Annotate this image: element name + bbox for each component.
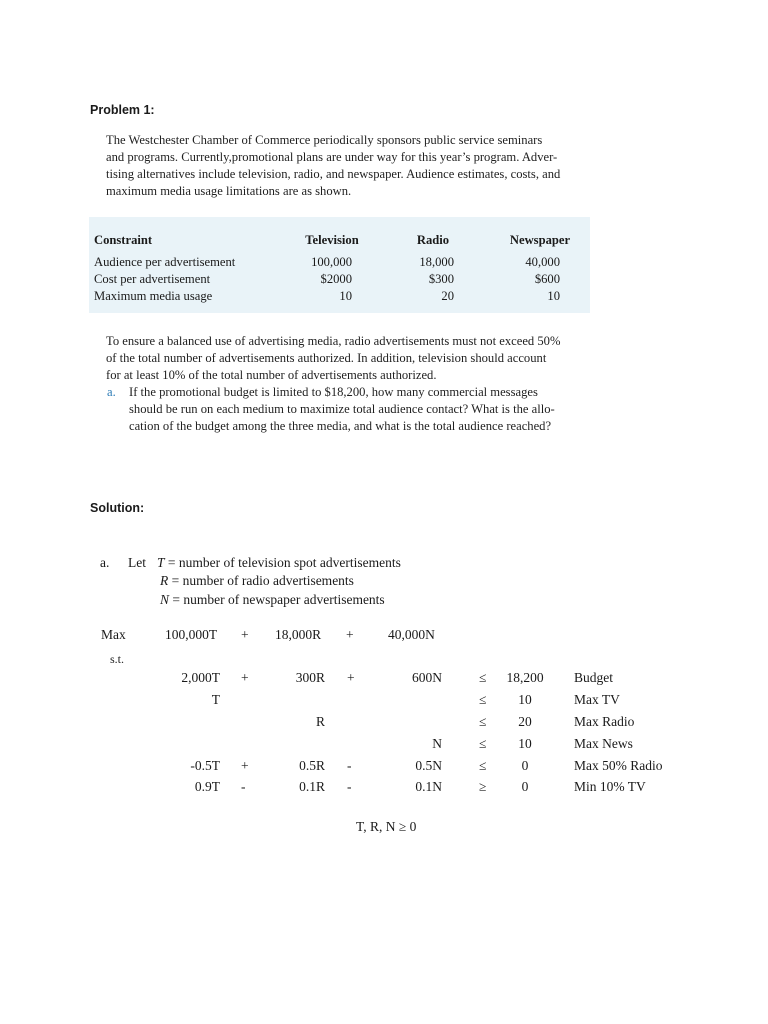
- question-label: a.: [107, 385, 116, 399]
- subject-to-label: s.t.: [110, 652, 125, 666]
- constraint-n-term: 0.5N: [415, 758, 442, 773]
- table-cell: $2000: [320, 272, 352, 286]
- intro-line: The Westchester Chamber of Commerce periodically sponsors public service seminars: [106, 133, 543, 147]
- table-cell: 40,000: [525, 255, 560, 269]
- constraint-n-term: 0.1N: [415, 779, 442, 794]
- constraint-t-term: 0.9T: [194, 779, 220, 794]
- constraint-rhs: 18,200: [506, 670, 544, 685]
- table-cell: 10: [547, 289, 560, 303]
- constraint-r-term: 0.5R: [299, 758, 325, 773]
- table-cell: $300: [428, 272, 454, 286]
- constraint-t-term: T: [211, 692, 220, 707]
- constraint-op: -: [241, 779, 246, 794]
- constraint-constraint-name: Max News: [574, 736, 633, 751]
- table-row-label: Audience per advertisement: [94, 255, 236, 269]
- constraint-constraint-name: Max 50% Radio: [574, 758, 663, 773]
- constraint-op: +: [241, 670, 249, 685]
- table-header-newspaper: Newspaper: [509, 233, 571, 247]
- constraint-r-term: 0.1R: [299, 779, 325, 794]
- constraint-constraint-name: Budget: [574, 670, 613, 685]
- table-cell: 20: [441, 289, 454, 303]
- constraint-r-term: 300R: [295, 670, 325, 685]
- objective-r-term: 18,000R: [275, 627, 322, 642]
- constraint-paragraph: [106, 333, 592, 384]
- constraint-inequality-sign: ≤: [479, 758, 487, 773]
- definition-text: = number of newspaper advertisements: [169, 592, 385, 607]
- constraint-constraint-name: Max Radio: [574, 714, 635, 729]
- constraint-line: for at least 10% of the total number of advertisements authorized.: [106, 368, 437, 382]
- constraint-rhs: 0: [521, 779, 529, 794]
- constraint-rhs: 10: [518, 736, 532, 751]
- table-header-television: Television: [305, 233, 359, 247]
- constraint-n-term: 600N: [412, 670, 442, 685]
- intro-paragraph: [106, 132, 592, 200]
- constraint-line: of the total number of advertisements authorized. In addition, television should account: [106, 351, 547, 365]
- definition-n: [160, 592, 385, 608]
- objective-op: +: [346, 627, 354, 642]
- constraint-t-term: 2,000T: [181, 670, 220, 685]
- table-constraint-column: [94, 232, 235, 305]
- constraint-r-term: R: [315, 714, 325, 729]
- table-cell: $600: [534, 272, 560, 286]
- constraint-op: +: [347, 670, 355, 685]
- question-line: should be run on each medium to maximize total audience contact? What is the allo-: [129, 402, 555, 416]
- question-line: cation of the budget among the three media, and what is the total audience reached?: [129, 419, 552, 433]
- definition-text: = number of radio advertisements: [168, 573, 354, 588]
- variable-symbol: R: [160, 573, 169, 588]
- constraint-rhs: 20: [518, 714, 532, 729]
- intro-line: tising alternatives include television, radio, and newspaper. Audience estimates, costs, and: [106, 167, 561, 181]
- constraint-n-term: N: [432, 736, 442, 751]
- table-row-label: Cost per advertisement: [94, 272, 211, 286]
- definition-text: = number of television spot advertisements: [164, 555, 401, 570]
- constraint-inequality-sign: ≤: [479, 692, 487, 707]
- constraint-line: To ensure a balanced use of advertising media, radio advertisements must not exceed 50%: [106, 334, 561, 348]
- constraint-inequality-sign: ≤: [479, 736, 487, 751]
- table-newspaper-column: [503, 232, 577, 305]
- constraint-inequality-sign: ≤: [479, 670, 487, 685]
- definition-t: [157, 555, 401, 571]
- objective-n-term: 40,000N: [388, 627, 435, 642]
- constraint-inequality-sign: ≤: [479, 714, 487, 729]
- intro-line: maximum media usage limitations are as shown.: [106, 184, 352, 198]
- table-television-column: [292, 232, 372, 305]
- definition-r: [160, 573, 354, 589]
- part-label: a.: [100, 555, 110, 570]
- problem-heading: Problem 1:: [90, 103, 155, 117]
- variable-symbol: T: [157, 555, 165, 570]
- constraint-op: -: [347, 758, 352, 773]
- constraint-constraint-name: Min 10% TV: [574, 779, 646, 794]
- objective-label: Max: [101, 627, 126, 642]
- table-cell: 10: [339, 289, 352, 303]
- constraint-t-term: -0.5T: [190, 758, 220, 773]
- constraint-op: -: [347, 779, 352, 794]
- nonnegativity: T, R, N ≥ 0: [356, 819, 417, 834]
- question-line: If the promotional budget is limited to $18,200, how many commercial messages: [129, 385, 538, 399]
- constraint-rhs: 10: [518, 692, 532, 707]
- table-row-label: Maximum media usage: [94, 289, 213, 303]
- objective-op: +: [241, 627, 249, 642]
- table-cell: 18,000: [419, 255, 454, 269]
- question-a: [107, 384, 593, 435]
- variable-symbol: N: [160, 592, 170, 607]
- intro-line: and programs. Currently,promotional plans are under way for this year’s program. Adver-: [106, 150, 558, 164]
- let-word: Let: [128, 555, 146, 570]
- table-header-constraint: Constraint: [94, 233, 153, 247]
- constraint-constraint-name: Max TV: [574, 692, 620, 707]
- table-header-radio: Radio: [416, 233, 450, 247]
- table-radio-column: [405, 232, 461, 305]
- solution-heading: Solution:: [90, 501, 145, 515]
- constraint-inequality-sign: ≥: [479, 779, 487, 794]
- constraint-rhs: 0: [521, 758, 529, 773]
- table-cell: 100,000: [311, 255, 352, 269]
- objective-t-term: 100,000T: [165, 627, 218, 642]
- constraint-op: +: [241, 758, 249, 773]
